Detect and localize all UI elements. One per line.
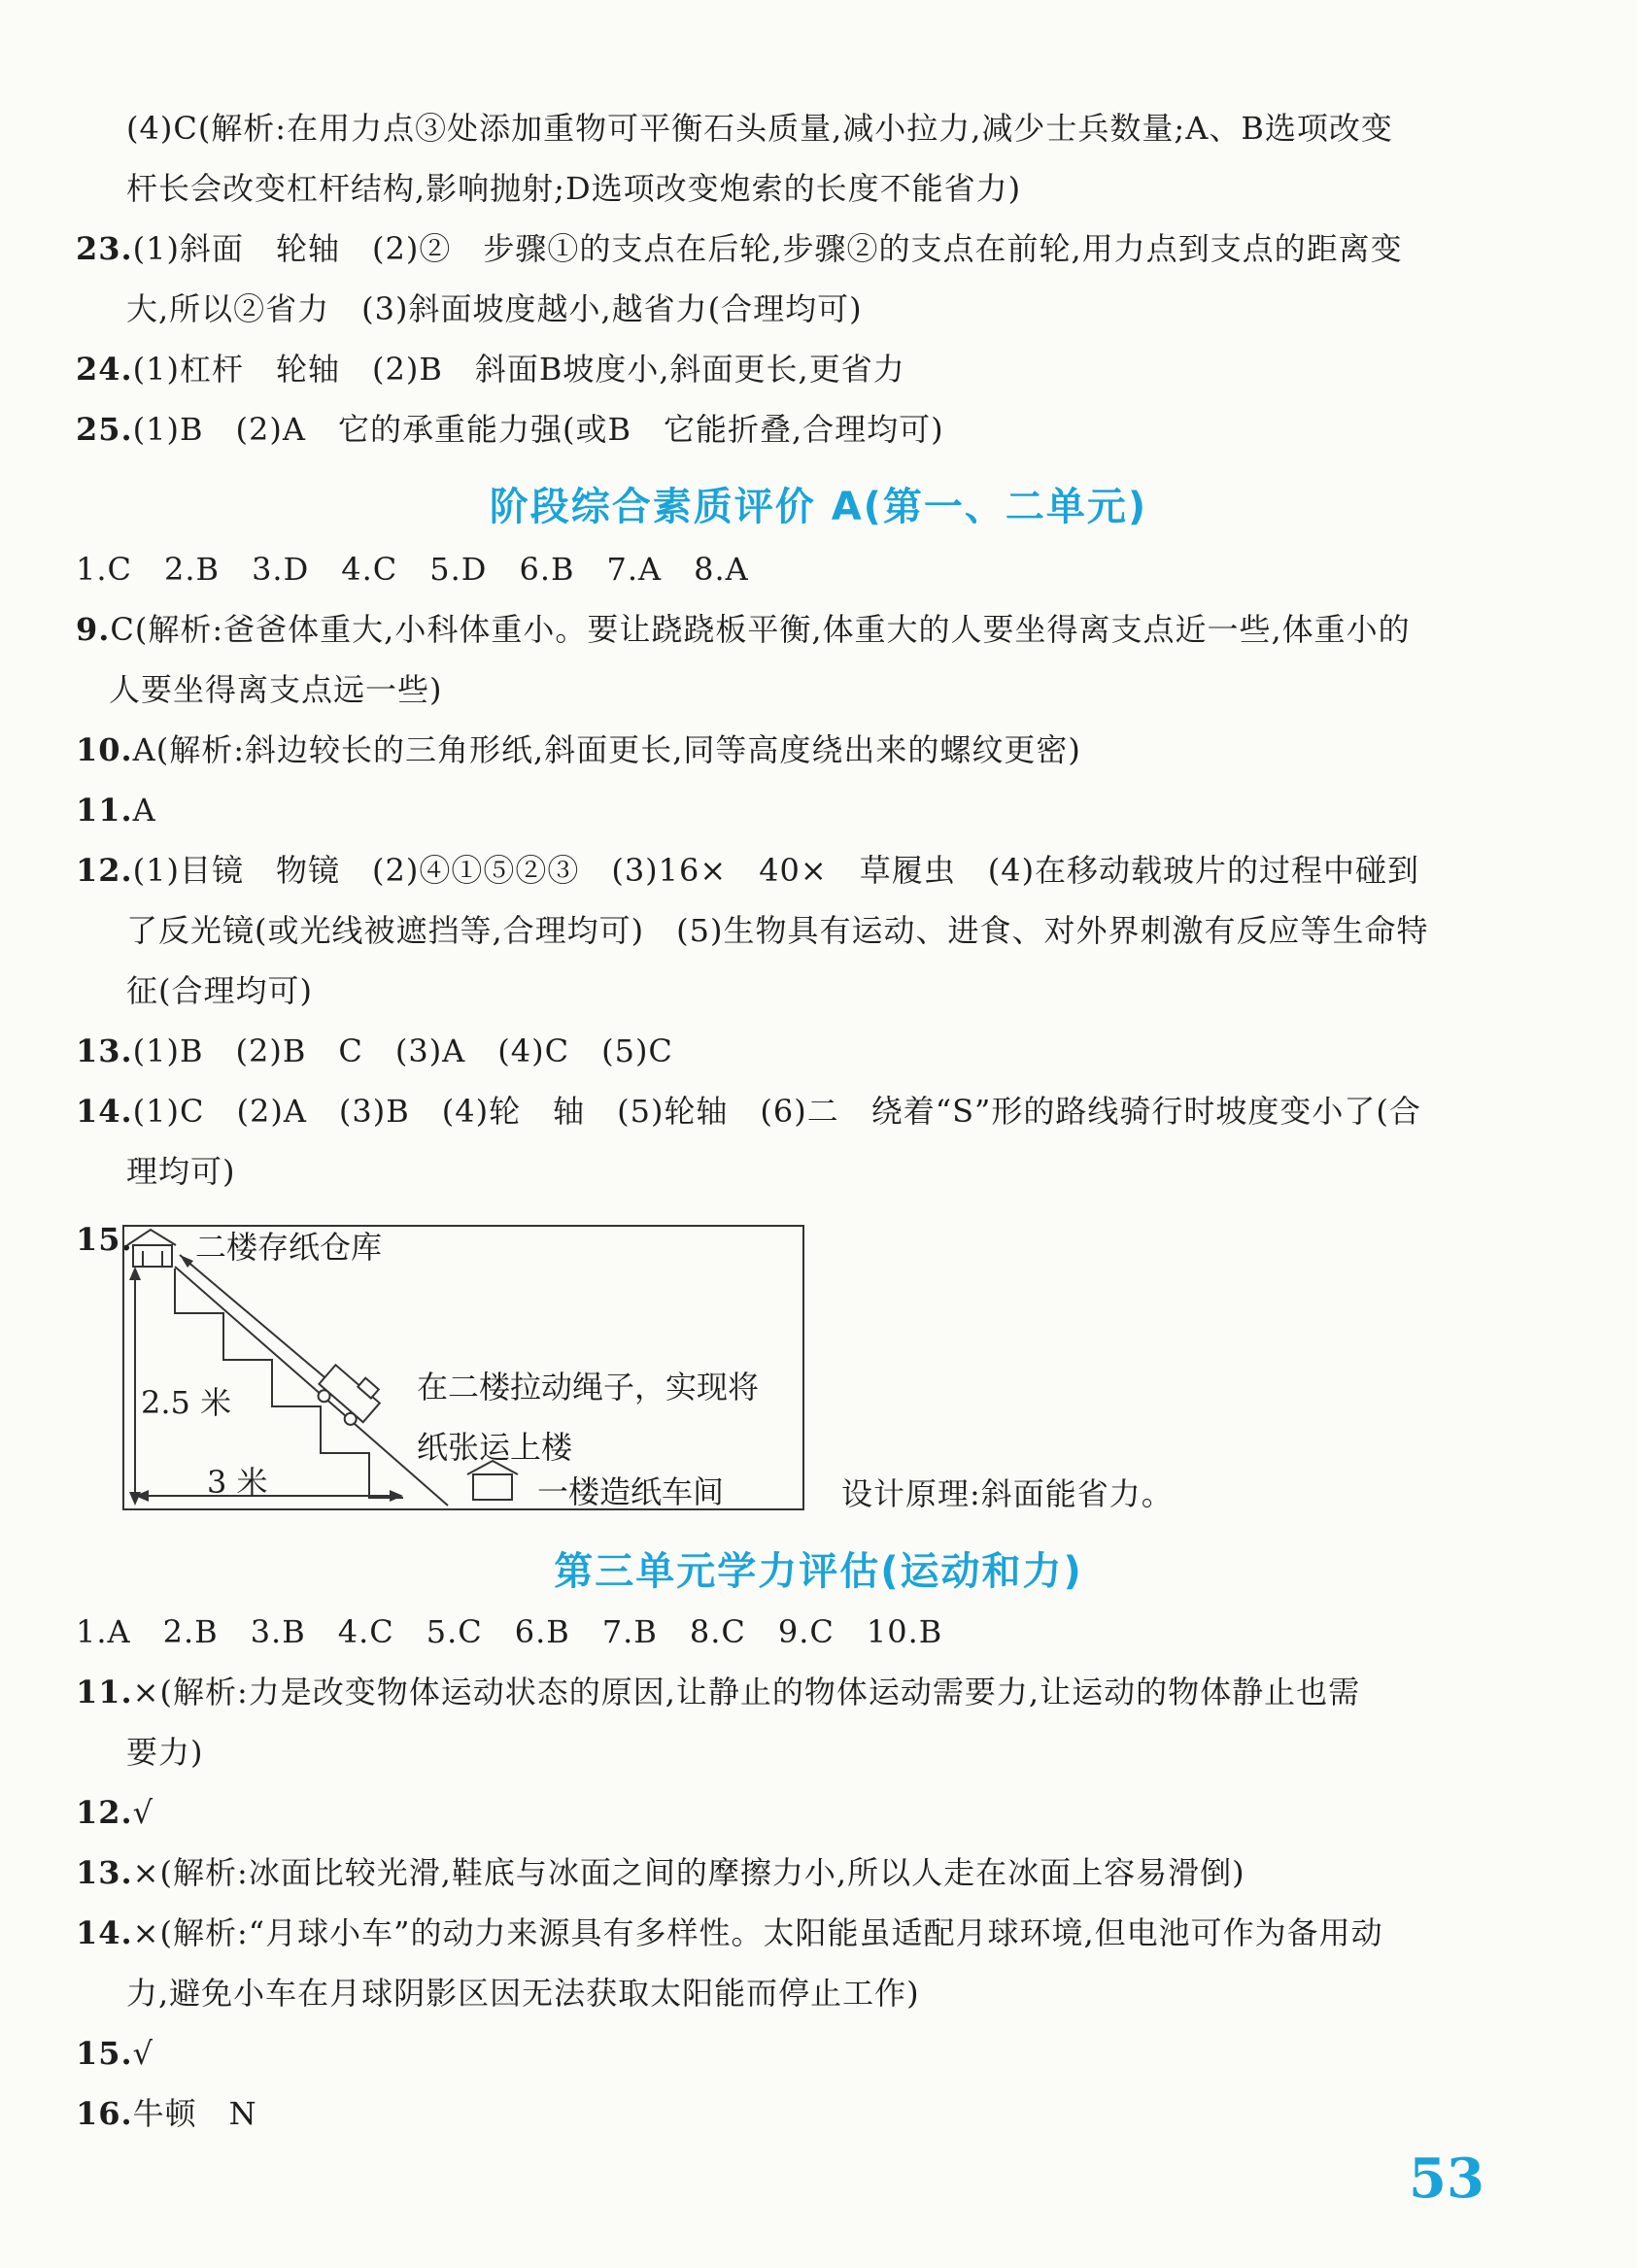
question-number: 14. xyxy=(76,1914,133,1951)
answer-23-line2: 大,所以②省力 (3)斜面坡度越小,越省力(合理均可) xyxy=(126,290,863,327)
question-number: 13. xyxy=(76,1854,133,1891)
page-number: 53 xyxy=(1409,2147,1484,2211)
answer-9 xyxy=(76,610,1514,649)
answer-23 xyxy=(76,229,1514,268)
question-number: 11. xyxy=(76,792,133,829)
answer-text: ×(解析:冰面比较光滑,鞋底与冰面之间的摩擦力小,所以人走在冰面上容易滑倒) xyxy=(132,1854,1245,1891)
question-number: 15. xyxy=(76,2035,133,2072)
warehouse-house-icon xyxy=(127,1230,176,1267)
question-number: 11. xyxy=(76,1674,133,1710)
answer-10 xyxy=(76,730,1514,769)
answer-text: √ xyxy=(132,2035,154,2072)
warehouse-label: 二楼存纸仓库 xyxy=(195,1229,383,1266)
answer-13 xyxy=(76,1032,1514,1070)
answer-text: (1)B (2)A 它的承重能力强(或B 它能折叠,合理均可) xyxy=(132,411,944,448)
answer-text: √ xyxy=(132,1794,154,1831)
answer-text: A(解析:斜边较长的三角形纸,斜面更长,同等高度绕出来的螺纹更密) xyxy=(132,731,1081,768)
answer-text: C(解析:爸爸体重大,小科体重小。要让跷跷板平衡,体重大的人要坐得离支点近一些,体重小的 xyxy=(110,611,1411,648)
question-number: 23. xyxy=(76,230,133,267)
answer-22-4-line1: (4)C(解析:在用力点③处添加重物可平衡石头质量,减小拉力,减少士兵数量;A、B选项改变 xyxy=(126,110,1393,147)
answer-12 xyxy=(76,851,1514,890)
answer-text: (1)目镜 物镜 (2)④①⑤②③ (3)16× 40× 草履虫 (4)在移动载玻片的过程中碰到 xyxy=(132,852,1420,889)
answer-text: (1)C (2)A (3)B (4)轮 轴 (5)轮轴 (6)二 绕着“S”形的路线骑行时坡度变小了(合 xyxy=(132,1093,1421,1130)
unit3-answer-14-line2: 力,避免小车在月球阴影区因无法获取太阳能而停止工作) xyxy=(126,1975,920,2012)
answer-text: ×(解析:“月球小车”的动力来源具有多样性。太阳能虽适配月球环境,但电池可作为备用动 xyxy=(132,1914,1383,1951)
design-principle: 设计原理:斜面能省力。 xyxy=(841,1475,1174,1512)
unit3-answer-11-line2: 要力) xyxy=(126,1734,204,1771)
question-number: 12. xyxy=(76,1794,133,1831)
answer-22-4-line2: 杆长会改变杠杆结构,影响抛射;D选项改变炮索的长度不能省力) xyxy=(126,170,1022,207)
note-line2: 纸张运上楼 xyxy=(417,1429,573,1466)
answer-11 xyxy=(76,791,1514,829)
answer-text: A xyxy=(132,792,156,829)
note-line1: 在二楼拉动绳子，实现将 xyxy=(417,1369,760,1405)
answer-14-line2: 理均可) xyxy=(126,1153,236,1190)
answer-12-line2: 了反光镜(或光线被遮挡等,合理均可) (5)生物具有运动、进食、对外界刺激有反应等生命特 xyxy=(126,912,1429,949)
answer-12-line3: 征(合理均可) xyxy=(126,972,313,1009)
question-number: 10. xyxy=(76,731,133,768)
question-number: 13. xyxy=(76,1032,133,1069)
answer-text: (1)杠杆 轮轴 (2)B 斜面B坡度小,斜面更长,更省力 xyxy=(132,351,905,388)
question-number: 9. xyxy=(76,611,111,648)
question-number: 24. xyxy=(76,351,133,388)
answers-1-to-10: 1.A 2.B 3.B 4.C 5.C 6.B 7.B 8.C 9.C 10.B xyxy=(76,1613,943,1650)
unit3-answer-14 xyxy=(76,1913,1514,1952)
section-title-stage-review: 阶段综合素质评价 A(第一、二单元) xyxy=(489,485,1148,529)
question-number: 14. xyxy=(76,1093,133,1130)
answer-text: ×(解析:力是改变物体运动状态的原因,让静止的物体运动需要力,让运动的物体静止也需 xyxy=(132,1674,1361,1710)
answer-text: (1)斜面 轮轴 (2)② 步骤①的支点在后轮,步骤②的支点在前轮,用力点到支点的距离变 xyxy=(132,230,1403,267)
question-number: 16. xyxy=(76,2095,133,2132)
answer-14 xyxy=(76,1092,1514,1131)
question-number: 12. xyxy=(76,852,133,889)
cart-icon xyxy=(312,1358,387,1432)
answers-1-to-8: 1.C 2.B 3.D 4.C 5.D 6.B 7.A 8.A xyxy=(76,551,749,588)
unit3-answer-15 xyxy=(76,2034,1514,2073)
rope-line xyxy=(180,1255,343,1393)
section-title-unit3: 第三单元学力评估(运动和力) xyxy=(554,1549,1083,1594)
unit3-answer-11 xyxy=(76,1673,1514,1711)
question-number: 25. xyxy=(76,411,133,448)
workshop-house-icon xyxy=(467,1461,518,1500)
question-number: 15. xyxy=(76,1221,133,1258)
answer-25 xyxy=(76,410,1514,449)
answer-24 xyxy=(76,350,1514,389)
unit3-answer-16 xyxy=(76,2094,1514,2133)
workshop-label: 一楼造纸车间 xyxy=(537,1473,725,1510)
width-label: 3 米 xyxy=(207,1464,268,1501)
answer-9-line2: 人要坐得离支点远一些) xyxy=(109,671,443,708)
unit3-answer-13 xyxy=(76,1853,1514,1892)
unit3-answer-12 xyxy=(76,1793,1514,1832)
height-label: 2.5 米 xyxy=(141,1384,232,1421)
answer-text: 牛顿 N xyxy=(132,2095,257,2132)
incline-design-diagram xyxy=(121,1224,806,1515)
answer-text: (1)B (2)B C (3)A (4)C (5)C xyxy=(132,1032,673,1069)
